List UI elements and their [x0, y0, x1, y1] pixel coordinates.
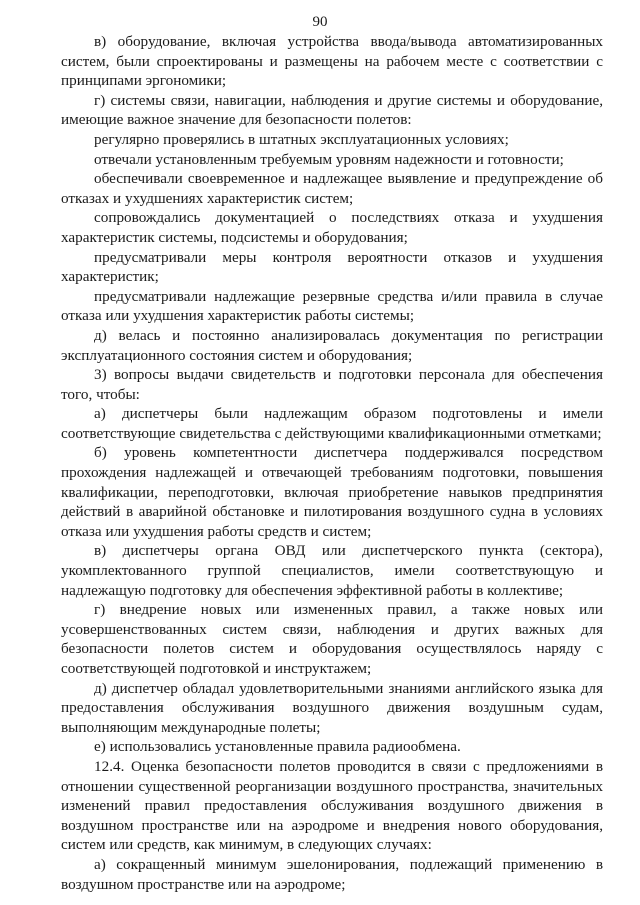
paragraph: а) диспетчеры были надлежащим образом подготовлены и имели соответствующие свидетельства с действующими квалификационными отметками;: [61, 405, 603, 442]
paragraph: в) оборудование, включая устройства ввода/вывода автоматизированных систем, были спроектированы и размещены на рабочем месте с соответствии с принципами эргономики;: [61, 33, 603, 90]
paragraph: обеспечивали своевременное и надлежащее выявление и предупреждение об отказах и ухудшениях характеристик систем;: [61, 170, 603, 207]
paragraph: д) диспетчер обладал удовлетворительными знаниями английского языка для предоставления обслуживания воздушного движения воздушным судам, выполняющим международные полеты;: [61, 679, 603, 736]
paragraph: г) системы связи, навигации, наблюдения и другие системы и оборудование, имеющие важное значение для безопасности полетов:: [61, 91, 603, 129]
paragraph: 12.4. Оценка безопасности полетов проводится в связи с предложениями в отношении существенной реорганизации воздушного пространства, значительных изменений правил предоставления обслуживания воздушного движения в воздушном пространстве или на аэродроме и внедрения нового оборудования, систем или средств, как минимум, в следующих случаях:: [61, 757, 603, 854]
paragraph: д) велась и постоянно анализировалась документация по регистрации эксплуатационного состояния систем и оборудования;: [61, 326, 603, 364]
paragraph: е) использовались установленные правила радиообмена.: [94, 738, 461, 756]
paragraph: г) внедрение новых или измененных правил, а также новых или усовершенствованных систем связи, наблюдения и других важных для безопасности полетов систем и оборудования осуществлялось наряду с соответствующей подготовкой и инструктажем;: [61, 601, 603, 677]
paragraph: а) сокращенный минимум эшелонирования, подлежащий применению в воздушном пространстве или на аэродроме;: [61, 855, 603, 893]
paragraph: предусматривали меры контроля вероятности отказов и ухудшения характеристик;: [61, 248, 603, 286]
paragraph: сопровождались документацией о последствиях отказа и ухудшения характеристик системы, подсистемы и оборудования;: [61, 209, 603, 246]
page-number: 90: [312, 14, 328, 30]
paragraph: регулярно проверялись в штатных эксплуатационных условиях;: [94, 130, 509, 148]
paragraph: б) уровень компетентности диспетчера поддерживался посредством прохождения надлежащей и отвечающей требованиям подготовки, повышения квалификации, переподготовки, включая приобретение навыков предпринятия действий в аварийной обстановке и пилотирования воздушного судна в условиях отказа или ухудшения работы средств и систем;: [61, 444, 603, 540]
document-body: [61, 32, 603, 894]
paragraph: отвечали установленным требуемым уровням надежности и готовности;: [94, 150, 564, 168]
paragraph: 3) вопросы выдачи свидетельств и подготовки персонала для обеспечения того, чтобы:: [61, 366, 603, 403]
paragraph: в) диспетчеры органа ОВД или диспетчерского пункта (сектора), укомплектованного группой специалистов, имели соответствующую и надлежащую подготовку для обеспечения эффективной работы в коллективе;: [61, 542, 603, 599]
paragraph: предусматривали надлежащие резервные средства и/или правила в случае отказа или ухудшения характеристик работы системы;: [61, 287, 603, 325]
